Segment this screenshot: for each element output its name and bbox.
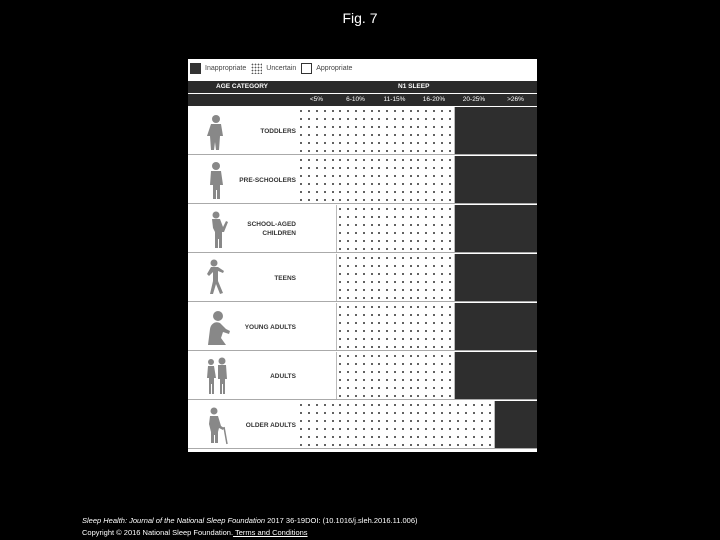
copyright-text: Copyright © 2016 National Sleep Foundation. xyxy=(82,528,234,537)
column-header: 6-10% xyxy=(346,96,365,103)
legend-label: Appropriate xyxy=(316,65,353,72)
figure-panel xyxy=(188,59,537,452)
young-adult-icon xyxy=(202,307,232,347)
teen-icon xyxy=(202,258,232,298)
cell-uncertain xyxy=(414,107,454,154)
cell-uncertain xyxy=(336,254,375,301)
legend-item-appropriate xyxy=(301,63,352,74)
cell-uncertain xyxy=(336,303,375,350)
cell-appropriate xyxy=(297,254,336,301)
cell-inappropriate xyxy=(494,156,537,203)
older-adult-icon xyxy=(202,405,232,445)
cell-uncertain xyxy=(336,401,375,448)
legend-label: Uncertain xyxy=(266,65,297,72)
cell-uncertain xyxy=(375,401,414,448)
cell-divider xyxy=(454,254,455,301)
cell-divider xyxy=(336,352,337,399)
figure-title: Fig. 7 xyxy=(342,10,378,26)
cell-inappropriate xyxy=(454,156,494,203)
cell-uncertain xyxy=(375,303,414,350)
cell-uncertain xyxy=(454,401,494,448)
cell-inappropriate xyxy=(454,352,494,399)
row-label: YOUNG ADULTS xyxy=(244,323,296,331)
cell-inappropriate xyxy=(494,107,537,154)
cell-inappropriate xyxy=(454,303,494,350)
cell-divider xyxy=(454,156,455,203)
table-row xyxy=(188,352,537,400)
cell-uncertain xyxy=(297,401,336,448)
cell-divider xyxy=(454,303,455,350)
age-category-header: AGE CATEGORY xyxy=(216,83,269,90)
cell-uncertain xyxy=(336,352,375,399)
table-row xyxy=(188,254,537,302)
cell-appropriate xyxy=(297,303,336,350)
table-row xyxy=(188,156,537,204)
cell-inappropriate xyxy=(494,205,537,252)
terms-link[interactable]: Terms and Conditions xyxy=(233,528,308,537)
journal-name: Sleep Health: Journal of the National Sleep Foundation xyxy=(82,516,266,525)
table-header xyxy=(188,81,537,93)
cell-uncertain xyxy=(375,205,414,252)
column-header-row xyxy=(188,94,537,106)
cell-uncertain xyxy=(297,107,336,154)
legend-label: Inappropriate xyxy=(205,65,247,72)
cell-uncertain xyxy=(414,254,454,301)
column-header: <5% xyxy=(309,96,324,103)
cell-divider xyxy=(494,401,495,448)
legend xyxy=(188,59,537,78)
column-header: 20-25% xyxy=(462,96,486,103)
toddler-icon xyxy=(202,111,232,151)
n1-sleep-header: N1 SLEEP xyxy=(398,83,430,90)
cell-uncertain xyxy=(375,107,414,154)
legend-swatch-uncertain xyxy=(251,63,262,74)
cell-divider xyxy=(454,352,455,399)
cell-uncertain xyxy=(375,254,414,301)
school-child-icon xyxy=(202,209,232,249)
cell-inappropriate xyxy=(494,254,537,301)
table-row xyxy=(188,205,537,253)
cell-uncertain xyxy=(414,156,454,203)
cell-uncertain xyxy=(375,352,414,399)
cell-uncertain xyxy=(297,156,336,203)
cell-uncertain xyxy=(414,205,454,252)
row-label: TODDLERS xyxy=(260,127,296,135)
row-label: OLDER ADULTS xyxy=(245,421,296,429)
cell-divider xyxy=(336,303,337,350)
row-label: TEENS xyxy=(274,274,296,282)
cell-uncertain xyxy=(375,156,414,203)
copyright-line xyxy=(82,528,308,537)
citation: 2017 36-19DOI: (10.1016/j.sleh.2016.11.006) xyxy=(265,516,418,525)
figure-caption xyxy=(82,516,418,525)
cell-uncertain xyxy=(336,107,375,154)
cell-uncertain xyxy=(414,303,454,350)
adults-icon xyxy=(202,356,232,396)
cell-inappropriate xyxy=(454,107,494,154)
cell-uncertain xyxy=(414,401,454,448)
column-header: 16-20% xyxy=(422,96,446,103)
cell-appropriate xyxy=(297,352,336,399)
legend-swatch-appropriate xyxy=(301,63,312,74)
cell-uncertain xyxy=(414,352,454,399)
cell-divider xyxy=(454,205,455,252)
row-label: SCHOOL-AGED CHILDREN xyxy=(247,221,296,237)
preschooler-icon xyxy=(202,160,232,200)
legend-item-inappropriate xyxy=(190,63,246,74)
cell-appropriate xyxy=(297,205,336,252)
cell-uncertain xyxy=(336,156,375,203)
cell-divider xyxy=(336,205,337,252)
cell-divider xyxy=(336,254,337,301)
legend-item-uncertain xyxy=(251,63,296,74)
table-row xyxy=(188,107,537,155)
cell-uncertain xyxy=(336,205,375,252)
legend-swatch-inappropriate xyxy=(190,63,201,74)
cell-inappropriate xyxy=(454,205,494,252)
cell-inappropriate xyxy=(454,254,494,301)
row-label: PRE-SCHOOLERS xyxy=(239,176,296,184)
cell-inappropriate xyxy=(494,352,537,399)
table-row xyxy=(188,303,537,351)
column-header: >26% xyxy=(507,96,524,103)
row-label: ADULTS xyxy=(270,372,296,380)
column-header: 11-15% xyxy=(383,96,406,103)
table-row xyxy=(188,401,537,449)
cell-inappropriate xyxy=(494,401,537,448)
cell-divider xyxy=(454,107,455,154)
cell-inappropriate xyxy=(494,303,537,350)
